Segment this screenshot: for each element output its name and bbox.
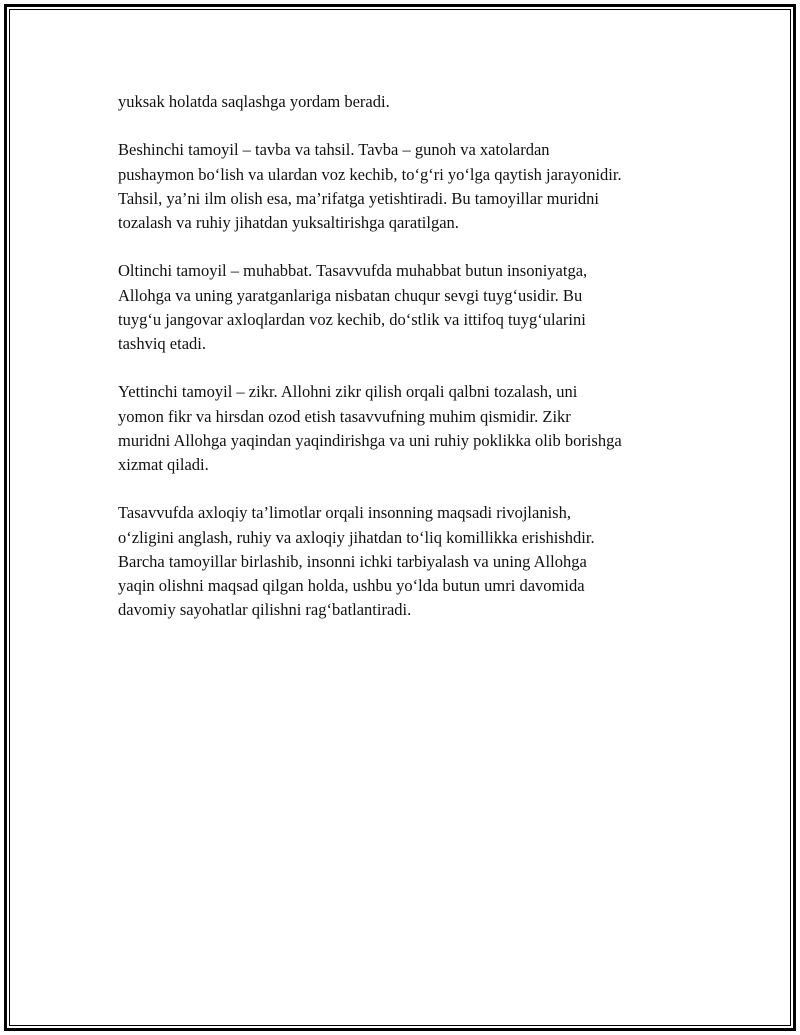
paragraph-conclusion: Tasavvufda axloqiy ta’limotlar orqali insonning maqsadi rivojlanish, o‘zligini anglash, ruhiy va axloqiy jihatdan to‘liq komillikka erishishdir. Barcha tamoyillar birlashib, insonni ichki tarbiyalash va uning Allohga yaqin olishni maqsad qilgan holda, ushbu yo‘lda butun umri davomida davomiy sayohatlar qilishni rag‘batlantiradi. [118, 503, 595, 620]
paragraph-sixth-principle: Oltinchi tamoyil – muhabbat. Tasavvufda muhabbat butun insoniyatga, Allohga va uning yaratganlariga nisbatan chuqur sevgi tuyg‘usidir. Bu tuyg‘u jangovar axloqlardan voz kechib, do‘stlik va ittifoq tuyg‘ularini tashviq etadi. [118, 261, 588, 353]
paragraph-fifth-principle: Beshinchi tamoyil – tavba va tahsil. Tavba – gunoh va xatolardan pushaymon bo‘lish va ulardan voz kechib, to‘g‘ri yo‘lga qaytish jarayonidir. Tahsil, ya’ni ilm olish esa, ma’rifatga yetishtiradi. Bu tamoyillar muridni tozalash va ruhiy jihatdan yuksaltirishga qaratilgan. [118, 140, 622, 232]
document-body [118, 90, 698, 647]
paragraph-seventh-principle: Yettinchi tamoyil – zikr. Allohni zikr qilish orqali qalbni tozalash, uni yomon fikr va hirsdan ozod etish tasavvufning muhim qismidir. Zikr muridni Allohga yaqindan yaqindirishga va uni ruhiy poklikka olib borishga xizmat qiladi. [118, 382, 622, 474]
paragraph-continuation: yuksak holatda saqlashga yordam beradi. [118, 92, 390, 111]
